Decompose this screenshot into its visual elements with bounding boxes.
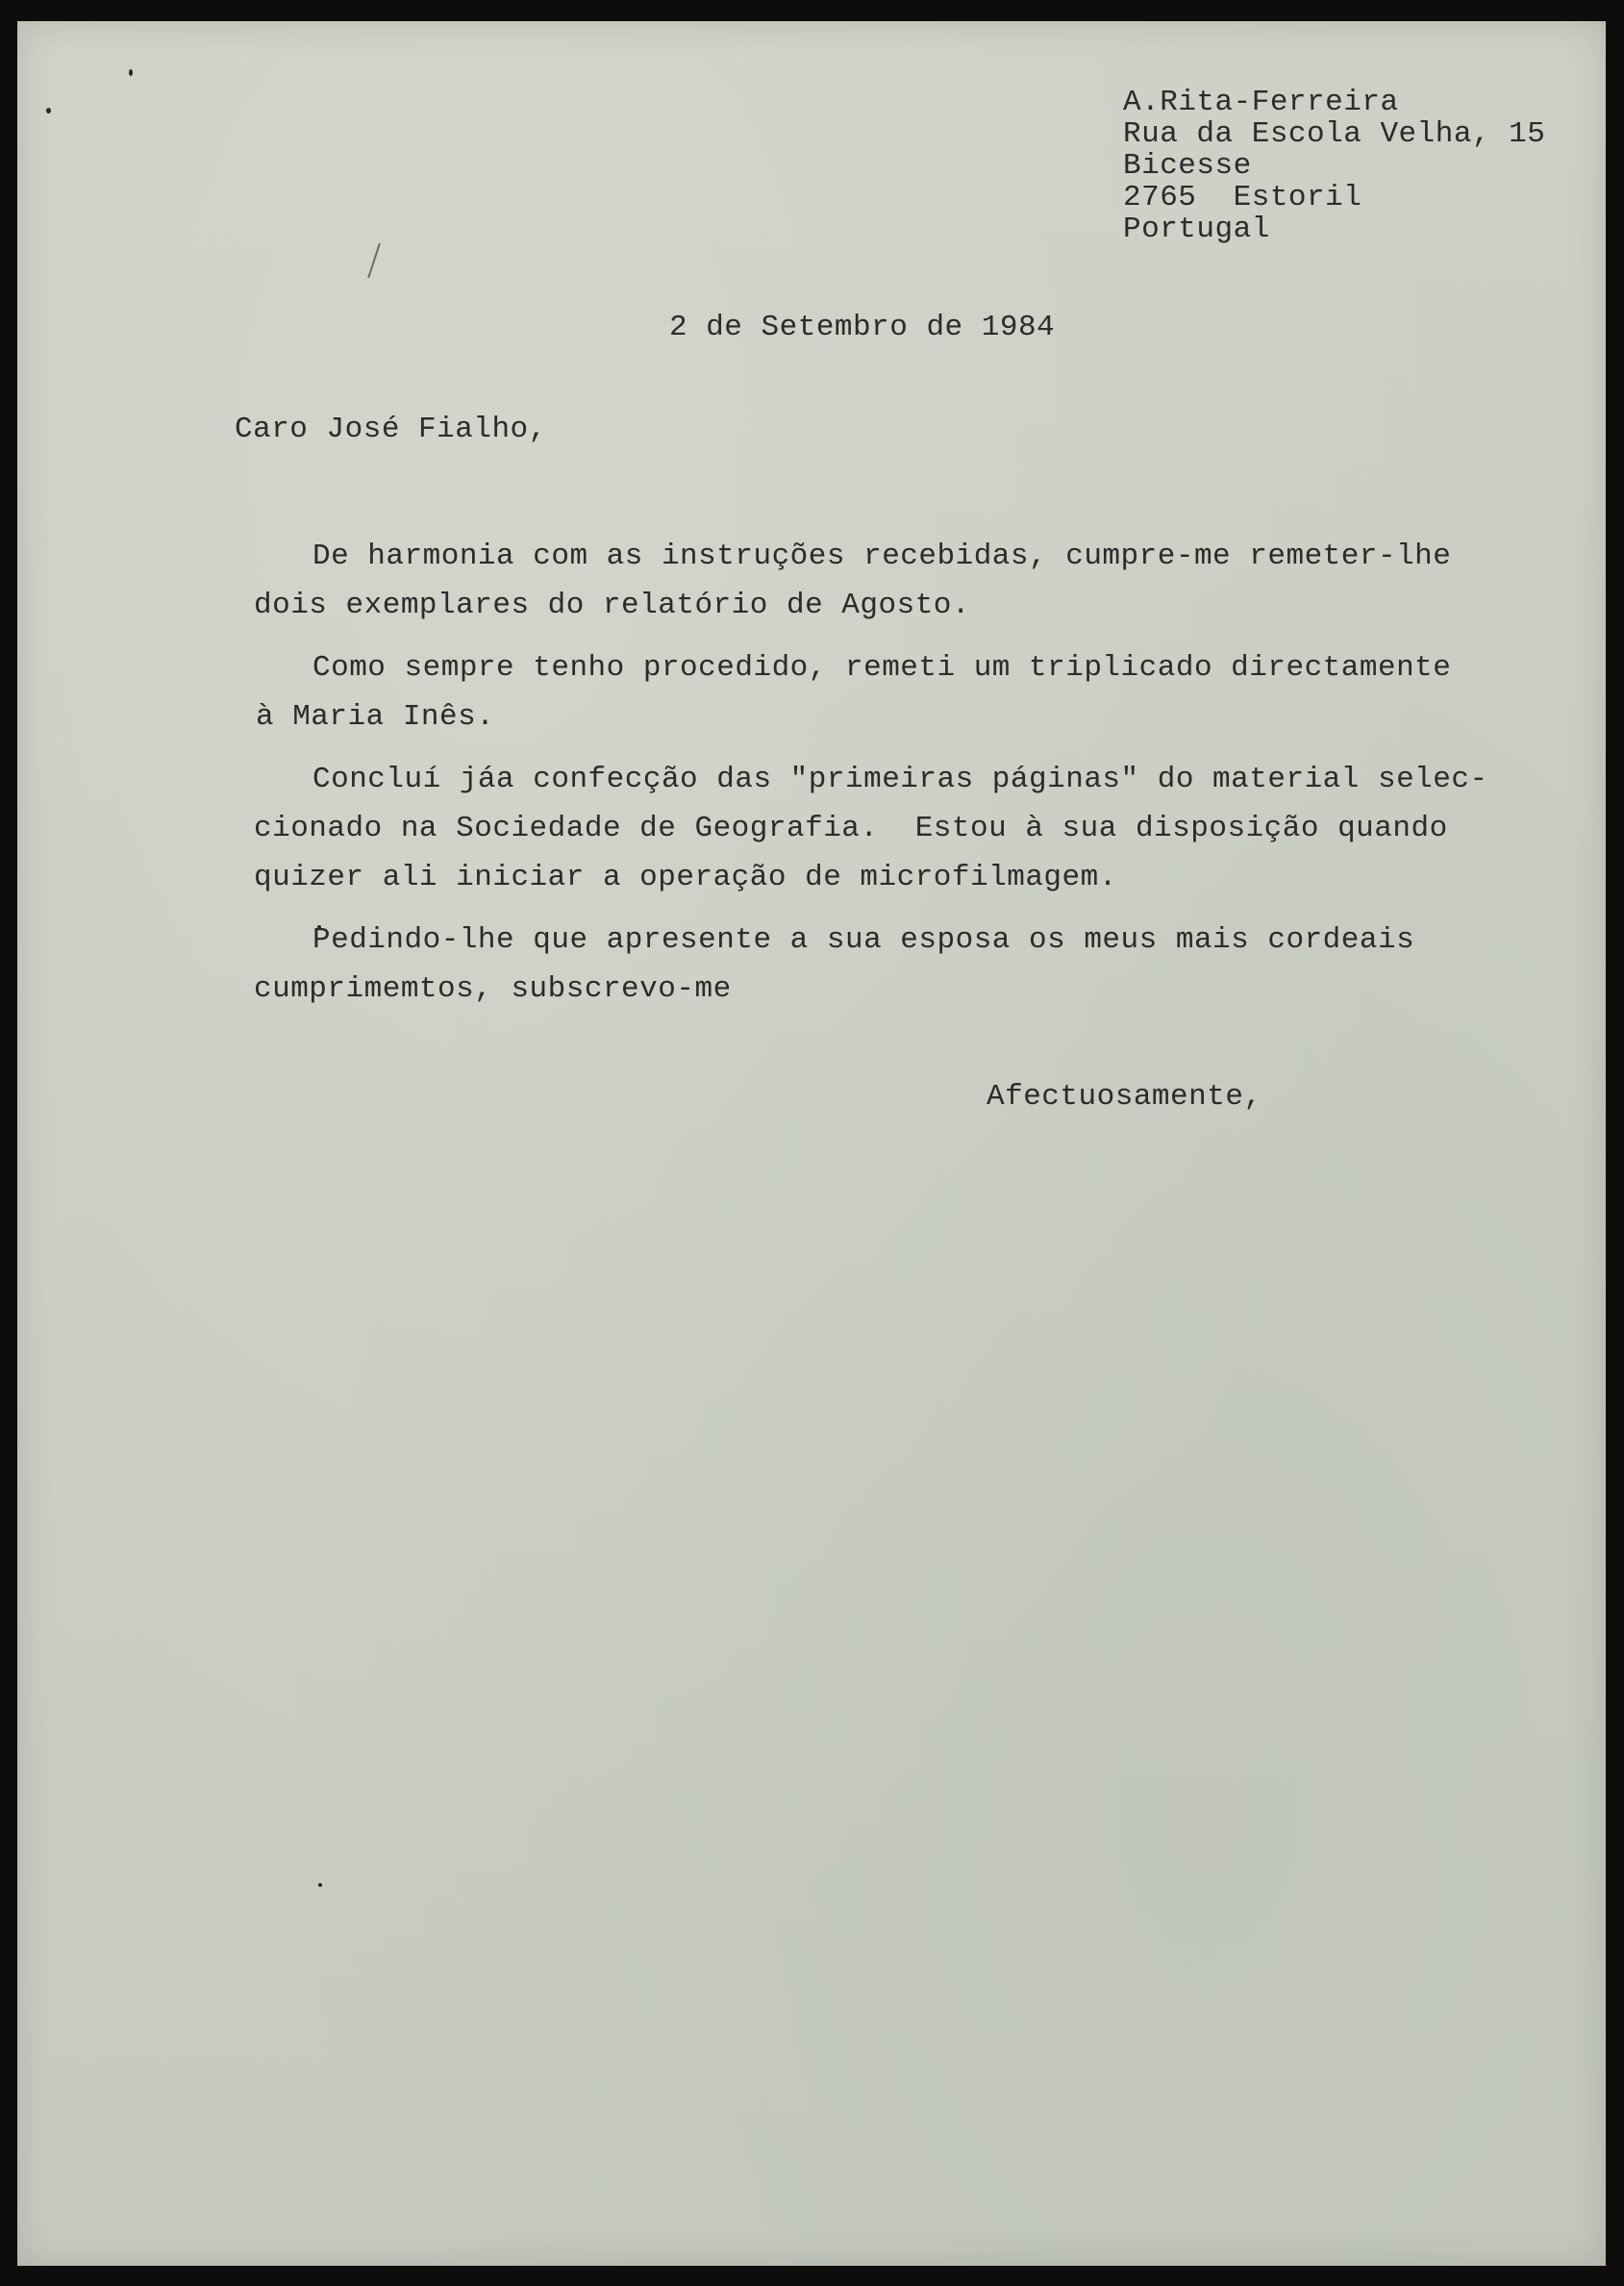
salutation: Caro José Fialho, [235,413,547,446]
paragraph-2-line-2: à Maria Inês. [256,700,495,734]
paper-scratch [367,243,381,279]
paper-speck [318,1883,322,1887]
paragraph-4-line-2: cumprimemtos, subscrevo-me [254,972,732,1006]
paragraph-4-line-1: Pedindo-lhe que apresente a sua esposa os meus mais cordeais [312,923,1415,957]
paragraph-1-line-2: dois exemplares do relatório de Agosto. [254,589,971,622]
paper-speck [129,69,133,76]
letter-date: 2 de Setembro de 1984 [669,311,1056,344]
sender-locality: Bicesse [1123,149,1252,183]
paragraph-3-line-1: Concluí jáa confecção das "primeiras páginas" do material selec- [312,763,1488,796]
sender-address [1123,87,1585,250]
paragraph-3-line-3: quizer ali iniciar a operação de microfilmagem. [254,861,1117,894]
paragraph-3-line-2: cionado na Sociedade de Geografia. Estou à sua disposição quando [254,812,1448,845]
closing: Afectuosamente, [987,1080,1262,1114]
sender-country: Portugal [1123,213,1270,246]
sender-street: Rua da Escola Velha, 15 [1123,117,1546,151]
letter-paper [17,21,1606,2266]
sender-name: A.Rita-Ferreira [1123,86,1399,119]
paper-speck [46,108,51,113]
paragraph-1-line-1: De harmonia com as instruções recebidas, cumpre-me remeter-lhe [312,540,1452,573]
paragraph-2-line-1: Como sempre tenho procedido, remeti um triplicado directamente [312,651,1452,685]
sender-postal-city: 2765 Estoril [1123,181,1362,214]
